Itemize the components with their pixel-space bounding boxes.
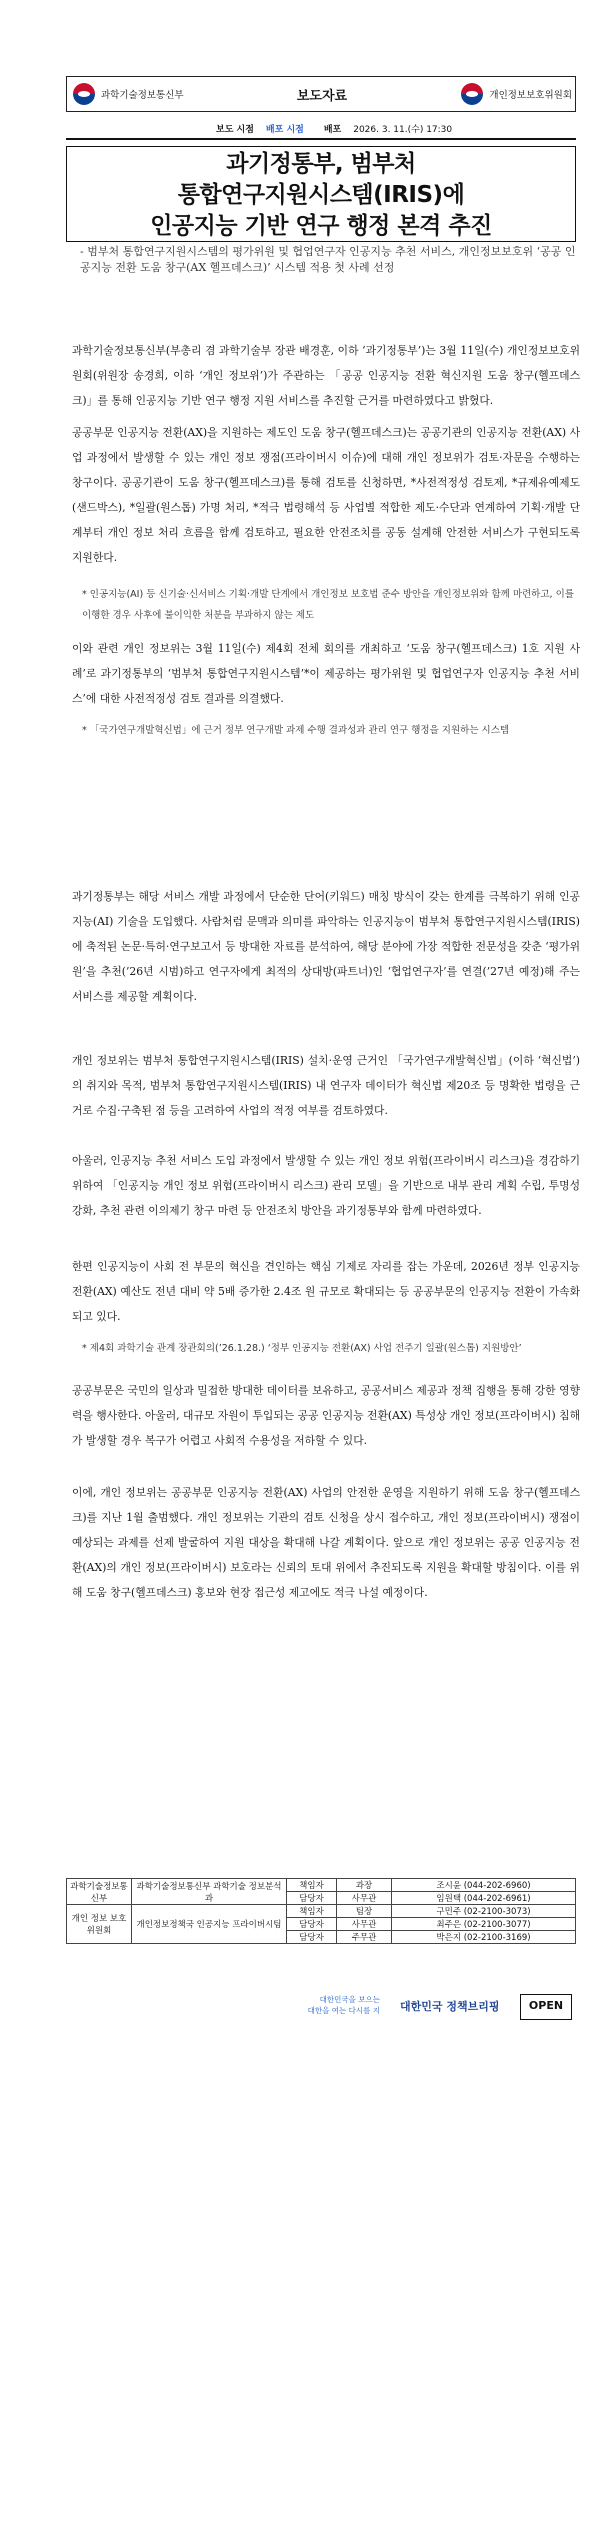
contact-title: 팀장 <box>337 1905 392 1918</box>
contact-title: 사무관 <box>337 1918 392 1931</box>
ministry-right-name: 개인정보보호위원회 <box>489 90 572 101</box>
contact-title: 사무관 <box>337 1892 392 1905</box>
slogan-line-2: 대한을 여는 다시를 지 <box>307 2006 380 2015</box>
contact-title: 주무관 <box>337 1931 392 1944</box>
paragraph-1: 과학기술정보통신부(부총리 겸 과학기술부 장관 배경훈, 이하 ‘과기정통부’)는 3월 11일(수) 개인정보보호위원회(위원장 송경희, 이하 ‘개인 정보위’)가 주관하는 「공공 인공지능 전환 혁신지원 도움 창구(헬프데스크)」를 통해 인공지능 기반 연구 행정 지원 서비스를 추진할 근거를 마련하였다고 밝혔다. <box>72 344 580 407</box>
contact-dept: 과학기술정보통신부 과학기술 정보분석과 <box>132 1879 287 1905</box>
paragraph-7: 한편 인공지능이 사회 전 부문의 혁신을 견인하는 핵심 기제로 자리를 잡는 가운데, 2026년 정부 인공지능 전환(AX) 예산도 전년 대비 약 5배 증가한 2.4조 원 규모로 확대되는 등 공공부문의 인공지능 전환이 가속화되고 있다. <box>72 1260 580 1323</box>
contact-role: 담당자 <box>287 1931 337 1944</box>
embargo-value: 배포 시점 <box>265 124 304 135</box>
contact-org: 개인 정보 보호 위원회 <box>67 1905 132 1944</box>
doc-type: 보도자료 <box>296 88 348 104</box>
title-line-3: 인공지능 기반 연구 행정 본격 추진 <box>150 213 492 239</box>
ministry-left-name: 과학기술정보통신부 <box>101 90 184 101</box>
paragraph-3: 이와 관련 개인 정보위는 3월 11일(수) 제4회 전체 회의를 개최하고 ‘도움 창구(헬프데스크) 1호 지원 사례’로 과기정통부의 ‘범부처 통합연구지원시스템’*이 제공하는 평가위원 및 협업연구자 인공지능 추천 서비스’에 대한 사전적정성 검토 결과를 의결했다. <box>72 642 580 705</box>
paragraph-2: 공공부문 인공지능 전환(AX)을 지원하는 제도인 도움 창구(헬프데스크)는 공공기관의 인공지능 전환(AX) 사업 과정에서 발생할 수 있는 개인 정보 쟁점(프라이버시 이슈)에 대해 개인 정보위가 검토·자문을 수행하는 창구이다. 공공기관이 도움 창구(헬프데스크)를 통해 검토를 신청하면, *사전적정성 검토제, *규제유예제도(샌드박스), *일괄(원스톱) 가명 처리, *적극 법령해석 등 사업별 적합한 제도·수단과 연계하여 기획·개발 단계부터 개인 정보 처리 흐름을 함께 검토하고, 필요한 안전조치를 공동 설계해 안전한 서비스가 구현되도록 지원한다. <box>72 426 580 564</box>
release-value: 2026. 3. 11.(수) 17:30 <box>353 124 453 135</box>
government-seal-icon <box>73 83 95 105</box>
paragraph-5: 개인 정보위는 범부처 통합연구지원시스템(IRIS) 설치·운영 근거인 「국가연구개발혁신법」(이하 ‘혁신법’)의 취지와 목적, 범부처 통합연구지원시스템(IRIS) 내 연구자 데이터가 혁신법 제20조 등 명확한 법령을 근거로 수집·구축된 점 등을 고려하여 사업의 적정 여부를 검토하였다. <box>72 1054 580 1117</box>
title-box <box>66 146 576 242</box>
contact-name: 임원택 (044-202-6961) <box>392 1892 576 1905</box>
contact-name: 최주은 (02-2100-3077) <box>392 1918 576 1931</box>
header-box <box>66 76 576 112</box>
header-right <box>407 77 572 111</box>
paragraph-4: 과기정통부는 해당 서비스 개발 과정에서 단순한 단어(키워드) 매칭 방식이 갖는 한계를 극복하기 위해 인공지능(AI) 기술을 도입했다. 사람처럼 문맥과 의미를 파악하는 인공지능이 범부처 통합연구지원시스템(IRIS)에 축적된 논문·특허·연구보고서 등 방대한 자료를 분석하여, 해당 분야에 가장 적합한 전문성을 갖춘 ‘평가위원’을 추천(’26년 시범)하고 연구자에게 최적의 상대방(파트너)인 ‘협업연구자’를 연결(’27년 예정)해 주는 서비스를 제공할 계획이다. <box>72 890 580 1003</box>
government-seal-icon <box>461 83 483 105</box>
distribution-row <box>66 120 576 136</box>
korea-policy-briefing-logo: 대한민국 정책브리핑 <box>400 2000 500 2013</box>
header-rule <box>66 138 576 140</box>
contact-name: 박은지 (02-2100-3169) <box>392 1931 576 1944</box>
slogan <box>300 1994 380 2016</box>
contact-org: 과학기술정보통신부 <box>67 1879 132 1905</box>
title-line-2: 통합연구지원시스템(IRIS)에 <box>177 182 465 208</box>
footnote-1: * 인공지능(AI) 등 신기술·신서비스 기획·개발 단계에서 개인정보 보호법 준수 방안을 개인정보위와 함께 마련하고, 이를 이행한 경우 사후에 불이익한 처분을 부과하지 않는 제도 <box>82 589 574 621</box>
slogan-line-1: 대한민국을 보으는 <box>319 1995 380 2004</box>
contact-name: 조시윤 (044-202-6960) <box>392 1879 576 1892</box>
open-license-logo: OPEN <box>520 1994 572 2020</box>
contact-role: 담당자 <box>287 1918 337 1931</box>
contact-table <box>66 1878 576 1944</box>
title-line-1: 과기정통부, 범부처 <box>226 151 416 177</box>
release-label: 배포 <box>323 124 342 135</box>
subtitle: - 범부처 통합연구지원시스템의 평가위원 및 협업연구자 인공지능 추천 서비스, 개인정보보호위 ‘공공 인공지능 전환 도움 창구(AX 헬프데스크)’ 시스템 적용 첫 사례 선정 <box>80 245 576 274</box>
footer-logos <box>300 1990 576 2030</box>
contact-role: 책임자 <box>287 1879 337 1892</box>
paragraph-8: 공공부문은 국민의 일상과 밀접한 방대한 데이터를 보유하고, 공공서비스 제공과 정책 집행을 통해 강한 영향력을 행사한다. 아울러, 대규모 자원이 투입되는 공공 인공지능 전환(AX) 특성상 개인 정보(프라이버시) 침해가 발생할 경우 복구가 어렵고 사회적 수용성을 저하할 수 있다. <box>72 1384 580 1447</box>
contact-role: 담당자 <box>287 1892 337 1905</box>
contact-role: 책임자 <box>287 1905 337 1918</box>
paragraph-6: 아울러, 인공지능 추천 서비스 도입 과정에서 발생할 수 있는 개인 정보 위험(프라이버시 리스크)을 경감하기 위하여 「인공지능 개인 정보 위험(프라이버시 리스크) 관리 모델」을 기반으로 내부 관리 계획 수립, 투명성 강화, 추천 관련 이의제기 창구 마련 등 안전조치 방안을 과기정통부와 함께 마련하였다. <box>72 1154 580 1217</box>
footnote-2: * 「국가연구개발혁신법」에 근거 정부 연구개발 과제 수행 결과성과 관리 연구 행정을 지원하는 시스템 <box>82 725 510 736</box>
contact-name: 구민주 (02-2100-3073) <box>392 1905 576 1918</box>
footnote-3: * 제4회 과학기술 관계 장관회의(’26.1.28.) ‘정부 인공지능 전환(AX) 사업 전주기 일괄(원스톱) 지원방안’ <box>82 1343 522 1354</box>
contact-dept: 개인정보정책국 인공지능 프라이버시팀 <box>132 1905 287 1944</box>
paragraph-9: 이에, 개인 정보위는 공공부문 인공지능 전환(AX) 사업의 안전한 운영을 지원하기 위해 도움 창구(헬프데스크)를 지난 1월 출범했다. 개인 정보위는 기관의 검토 신청을 상시 접수하고, 개인 정보(프라이버시) 쟁점이 예상되는 과제를 선제 발굴하여 지원 대상을 확대해 나갈 계획이다. 앞으로 개인 정보위는 공공 인공지능 전환(AX)의 개인 정보(프라이버시) 보호라는 신뢰의 토대 위에서 추진되도록 지원을 확대할 방침이다. 이를 위해 도움 창구(헬프데스크) 홍보와 현장 접근성 제고에도 적극 나설 예정이다. <box>72 1486 580 1599</box>
header-left <box>73 77 223 111</box>
contact-title: 과장 <box>337 1879 392 1892</box>
embargo-label: 보도 시점 <box>216 124 254 135</box>
